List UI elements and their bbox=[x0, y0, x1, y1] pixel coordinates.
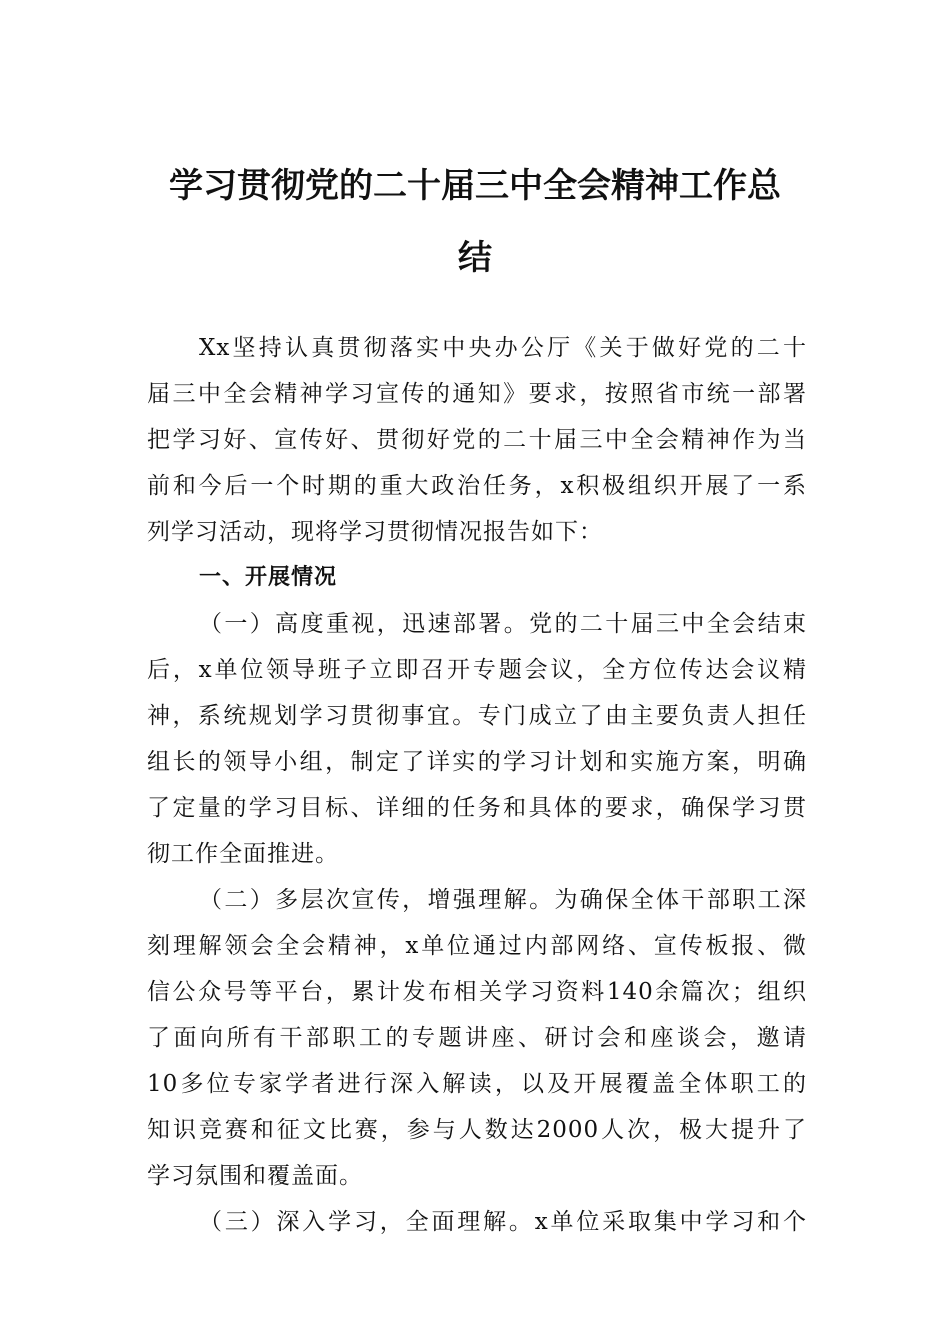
paragraph-line: 了面向所有干部职工的专题讲座、研讨会和座谈会，邀请 bbox=[147, 1025, 807, 1051]
paragraph-line: 神，系统规划学习贯彻事宜。专门成立了由主要负责人担任 bbox=[147, 703, 807, 729]
paragraph-line: 信公众号等平台，累计发布相关学习资料140余篇次；组织 bbox=[147, 979, 807, 1005]
paragraph-line: 把学习好、宣传好、贯彻好党的二十届三中全会精神作为当 bbox=[147, 427, 807, 453]
section-heading: 一、开展情况 bbox=[199, 565, 338, 590]
paragraph-line: （一）高度重视，迅速部署。党的二十届三中全会结束 bbox=[199, 611, 807, 637]
paragraph-intro bbox=[147, 325, 807, 555]
paragraph-line: 前和今后一个时期的重大政治任务，x积极组织开展了一系 bbox=[147, 473, 807, 499]
paragraph-line: 学习氛围和覆盖面。 bbox=[147, 1163, 363, 1189]
title-line-2: 结 bbox=[458, 238, 492, 278]
paragraph-line: 刻理解领会全会精神，x单位通过内部网络、宣传板报、微 bbox=[147, 933, 807, 959]
paragraph-line: 10多位专家学者进行深入解读，以及开展覆盖全体职工的 bbox=[147, 1071, 807, 1097]
paragraph-line: 彻工作全面推进。 bbox=[147, 841, 339, 867]
document-body bbox=[147, 325, 807, 1245]
document-title bbox=[145, 150, 805, 294]
paragraph-line: （三）深入学习，全面理解。x单位采取集中学习和个 bbox=[199, 1209, 807, 1235]
paragraph-section-2 bbox=[147, 877, 807, 1199]
paragraph-line: 列学习活动，现将学习贯彻情况报告如下： bbox=[147, 519, 603, 545]
paragraph-line: Xx坚持认真贯彻落实中央办公厅《关于做好党的二十 bbox=[199, 335, 807, 361]
paragraph-line: 后，x单位领导班子立即召开专题会议，全方位传达会议精 bbox=[147, 657, 807, 683]
paragraph-line: 了定量的学习目标、详细的任务和具体的要求，确保学习贯 bbox=[147, 795, 807, 821]
paragraph-line: 知识竞赛和征文比赛，参与人数达2000人次，极大提升了 bbox=[147, 1117, 807, 1143]
paragraph-line: （二）多层次宣传，增强理解。为确保全体干部职工深 bbox=[199, 887, 807, 913]
paragraph-section-3 bbox=[147, 1199, 807, 1245]
paragraph-line: 组长的领导小组，制定了详实的学习计划和实施方案，明确 bbox=[147, 749, 807, 775]
paragraph-line: 届三中全会精神学习宣传的通知》要求，按照省市统一部署 bbox=[147, 381, 807, 407]
title-line-1: 学习贯彻党的二十届三中全会精神工作总 bbox=[169, 166, 781, 206]
paragraph-section-1 bbox=[147, 601, 807, 877]
